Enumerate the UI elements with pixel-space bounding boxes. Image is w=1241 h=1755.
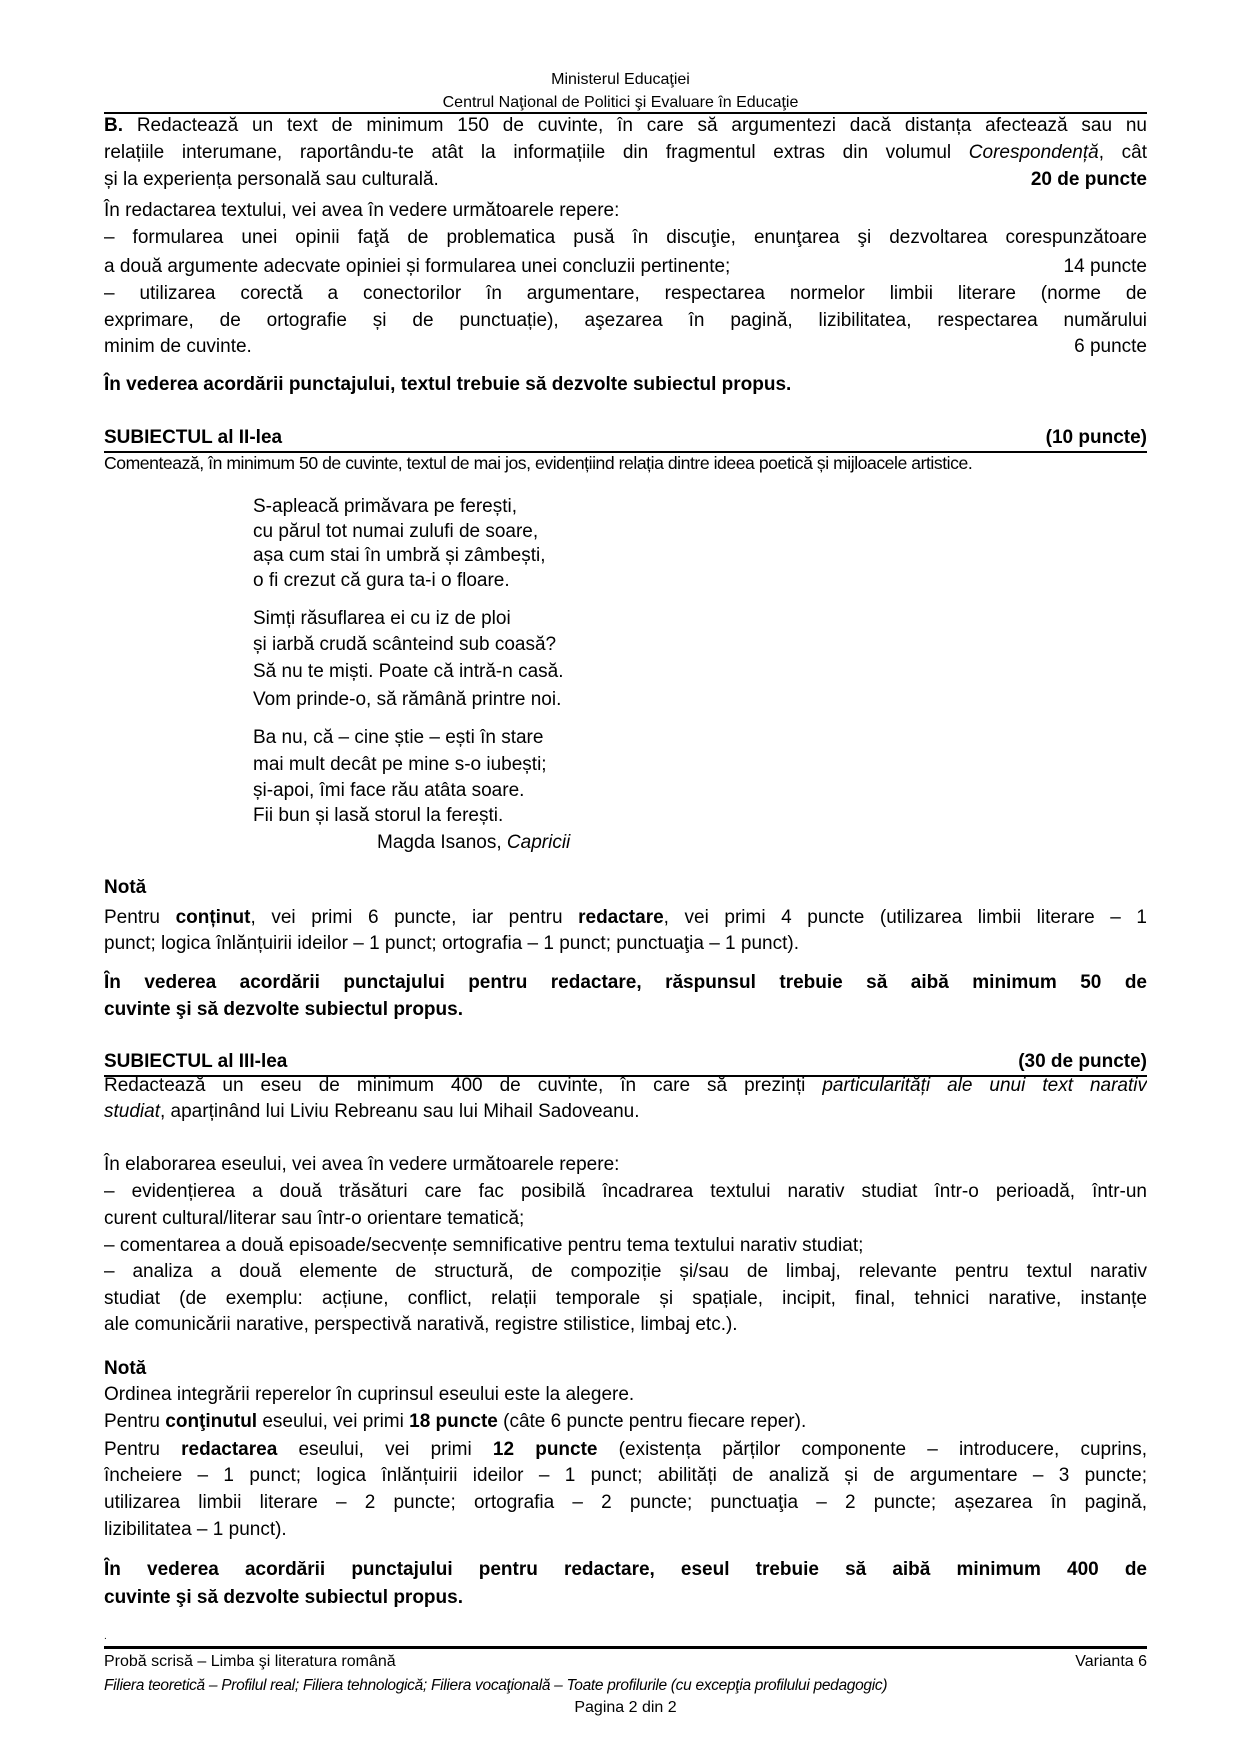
text-segment: și la experiența personală sau culturală. [104, 169, 439, 190]
footer-page-number: Pagina 2 din 2 [574, 1699, 677, 1716]
text-line [104, 931, 1147, 957]
points-label: (30 de puncte) [1018, 1051, 1147, 1072]
text-line [104, 1152, 1147, 1178]
text-segment: În vederea acordării punctajului, textul trebuie să dezvolte subiectul propus. [104, 374, 792, 395]
text-segment: eseului, vei primi [257, 1411, 410, 1432]
poem-line [253, 568, 853, 594]
text-line [104, 372, 1147, 398]
text-segment: punct; logica înlănțuirii ideilor – 1 punct; ortografia – 1 punct; punctuaţia – 1 punct). [104, 933, 799, 954]
text-segment: În vederea acordării punctajului pentru redactare, răspunsul trebuie să aibă minimum 50 de [104, 972, 1147, 993]
text-segment: Notă [104, 877, 147, 898]
text-segment: Ba nu, că – cine știe – ești în stare [253, 727, 544, 748]
text-segment: 12 puncte [492, 1439, 598, 1460]
text-segment: curent cultural/literar sau într-o orientare tematică; [104, 1208, 525, 1229]
text-segment: , aparținând lui Liviu Rebreanu sau lui Mihail Sadoveanu. [159, 1101, 640, 1122]
footer-variant: Varianta 6 [1075, 1653, 1147, 1670]
text-line [104, 308, 1147, 334]
text-segment: – comentarea a două episoade/secvențe semnificative pentru tema textului narativ studiat; [104, 1235, 864, 1256]
text-line [104, 1356, 1147, 1382]
text-segment: Corespondență [968, 142, 1099, 163]
footer-rule [104, 1646, 1147, 1649]
text-line [104, 1382, 1147, 1408]
text-segment: așa cum stai în umbră și zâmbești, [253, 545, 546, 566]
poem-line [253, 519, 853, 545]
poem-line [253, 543, 853, 569]
text-segment: , vei primi 4 puncte (utilizarea limbii literare – 1 [663, 907, 1147, 928]
points-label: 6 puncte [1074, 336, 1147, 357]
text-line [104, 970, 1147, 996]
points-label: (10 puncte) [1045, 427, 1147, 448]
text-line [104, 1409, 1147, 1435]
text-line [104, 198, 1147, 224]
text-segment: Notă [104, 1358, 147, 1379]
text-segment: mai mult decât pe mine s-o iubești; [253, 754, 547, 775]
text-line [104, 1073, 1147, 1099]
text-segment: Pentru [104, 907, 176, 928]
text-line [104, 281, 1147, 307]
text-line [104, 1557, 1147, 1583]
poem-line [253, 659, 853, 685]
text-segment: Fii bun și lasă storul la ferești. [253, 805, 504, 826]
text-segment: Redactează un eseu de minimum 400 de cuvinte, în care să prezinți [104, 1075, 823, 1096]
text-segment: lizibilitatea – 1 punct). [104, 1519, 287, 1540]
text-segment: , vei primi 6 puncte, iar pentru [250, 907, 579, 928]
text-segment: conţinutul [165, 1411, 258, 1432]
text-segment: o fi crezut că gura ta-i o floare. [253, 570, 510, 591]
text-segment: minim de cuvinte. [104, 336, 252, 357]
text-segment: (câte 6 puncte pentru fiecare reper). [497, 1411, 807, 1432]
header-ministry: Ministerul Educaţiei [551, 71, 690, 88]
text-segment: Simți răsuflarea ei cu iz de ploi [253, 608, 511, 629]
text-segment: Pentru [104, 1439, 182, 1460]
text-segment: În vederea acordării punctajului pentru redactare, eseul trebuie să aibă minimum 400 de [104, 1559, 1147, 1580]
text-line [104, 1179, 1147, 1205]
text-line [104, 905, 1147, 931]
text-segment: eseului, vei primi [277, 1439, 493, 1460]
text-segment: și iarbă crudă scânteind sub coasă? [253, 634, 557, 655]
text-segment: studiat (de exemplu: acțiune, conflict, relații temporale și spațiale, incipit, final, tehnici narative, instanțe [104, 1288, 1147, 1309]
text-segment: – evidențierea a două trăsături care fac posibilă încadrarea textului narativ studiat într-o perioadă, într-un [104, 1181, 1147, 1202]
text-segment: , cât [1098, 142, 1147, 163]
poem-line [253, 752, 853, 778]
text-line [104, 450, 1147, 476]
text-line [104, 1463, 1147, 1489]
text-segment: SUBIECTUL al II-lea [104, 427, 283, 448]
points-label: 20 de puncte [1030, 169, 1147, 190]
text-line [104, 140, 1147, 166]
text-segment: Magda Isanos, [377, 832, 507, 853]
text-line [104, 113, 1147, 139]
text-segment: Să nu te miști. Poate că intră-n casă. [253, 661, 564, 682]
points-label: 14 puncte [1063, 256, 1147, 277]
text-segment: studiat [104, 1101, 160, 1122]
text-line [104, 1585, 1147, 1611]
footer-dot: . [104, 1631, 107, 1642]
text-line [104, 1286, 1147, 1312]
text-segment: conținut [175, 907, 251, 928]
poem-line [253, 725, 853, 751]
poem-line [253, 687, 853, 713]
text-segment: SUBIECTUL al III-lea [104, 1051, 288, 1072]
text-segment: S-apleacă primăvara pe ferești, [253, 496, 518, 517]
text-segment: – analiza a două elemente de structură, de compoziție și/sau de limbaj, relevante pentru textul narativ [104, 1261, 1147, 1282]
text-segment: redactarea [181, 1439, 278, 1460]
text-segment: încheiere – 1 punct; logica înlănțuirii ideilor – 1 punct; abilități de analiză și de argumentare – 3 puncte; [104, 1465, 1147, 1486]
poem-line [253, 778, 853, 804]
text-segment: ale comunicării narative, perspectivă narativă, registre stilistice, limbaj etc.). [104, 1314, 738, 1335]
text-segment: – utilizarea corectă a conectorilor în argumentare, respectarea normelor limbii literare (norme de [104, 283, 1147, 304]
text-line [104, 225, 1147, 251]
text-line [104, 1206, 1147, 1232]
poem-line [253, 632, 853, 658]
text-line [104, 1517, 1147, 1543]
text-segment: Redactează un text de minimum 150 de cuvinte, în care să argumentezi dacă distanța afectează sau nu [123, 115, 1147, 136]
poem-line [253, 606, 853, 632]
text-segment: (existența părților componente – introducere, cuprins, [597, 1439, 1147, 1460]
text-line [104, 1099, 1147, 1125]
text-line [104, 254, 1147, 280]
text-segment: a două argumente adecvate opiniei și formularea unei concluzii pertinente; [104, 256, 731, 277]
text-segment: Pentru [104, 1411, 166, 1432]
text-line [104, 1490, 1147, 1516]
text-segment: și-apoi, îmi face rău atâta soare. [253, 780, 525, 801]
text-segment: cuvinte şi să dezvolte subiectul propus. [104, 999, 463, 1020]
poem-line [253, 494, 853, 520]
poem-author [377, 830, 777, 856]
text-segment: În redactarea textului, vei avea în vedere următoarele repere: [104, 200, 620, 221]
text-segment: Capricii [506, 832, 571, 853]
footer-subject: Probă scrisă – Limba şi literatura română [104, 1653, 396, 1670]
text-segment: utilizarea limbii literare – 2 puncte; ortografia – 2 puncte; punctuaţia – 2 puncte; așezarea în pagină, [104, 1492, 1147, 1513]
text-line [104, 875, 1147, 901]
header-center: Centrul Naţional de Politici şi Evaluare în Educaţie [442, 94, 799, 111]
footer-profile: Filiera teoretică – Profilul real; Filiera tehnologică; Filiera vocaţională – Toate profilurile (cu excepţia profilului pedagogic) [104, 1677, 888, 1694]
text-segment: – formularea unei opinii faţă de problematica pusă în discuţie, enunţarea şi dezvoltarea corespunzătoare [104, 227, 1147, 248]
poem-line [253, 803, 853, 829]
text-line [104, 1233, 1147, 1259]
text-segment: Ordinea integrării reperelor în cuprinsul eseului este la alegere. [104, 1384, 635, 1405]
text-segment: particularități ale unui text narativ [822, 1075, 1147, 1096]
text-line [104, 167, 1147, 193]
text-line [104, 334, 1147, 360]
text-line [104, 1437, 1147, 1463]
text-line [104, 1259, 1147, 1285]
text-segment: În elaborarea eseului, vei avea în vedere următoarele repere: [104, 1154, 620, 1175]
text-segment: B. [104, 115, 123, 136]
text-segment: cu părul tot numai zulufi de soare, [253, 521, 539, 542]
text-segment: Comentează, în minimum 50 de cuvinte, textul de mai jos, evidențiind relația dintre ideea poetică și mijloacele artistice. [104, 453, 973, 473]
text-segment: redactare [578, 907, 664, 928]
text-segment: cuvinte şi să dezvolte subiectul propus. [104, 1587, 463, 1608]
text-line [104, 997, 1147, 1023]
text-segment: Vom prinde-o, să rămână printre noi. [253, 689, 562, 710]
text-line [104, 1312, 1147, 1338]
text-segment: 18 puncte [409, 1411, 498, 1432]
text-segment: exprimare, de ortografie și de punctuație), aşezarea în pagină, lizibilitatea, respectarea numărului [104, 310, 1147, 331]
section-heading [104, 425, 1147, 453]
text-segment: relațiile interumane, raportându-te atât la informațiile din fragmentul extras din volumul [104, 142, 969, 163]
